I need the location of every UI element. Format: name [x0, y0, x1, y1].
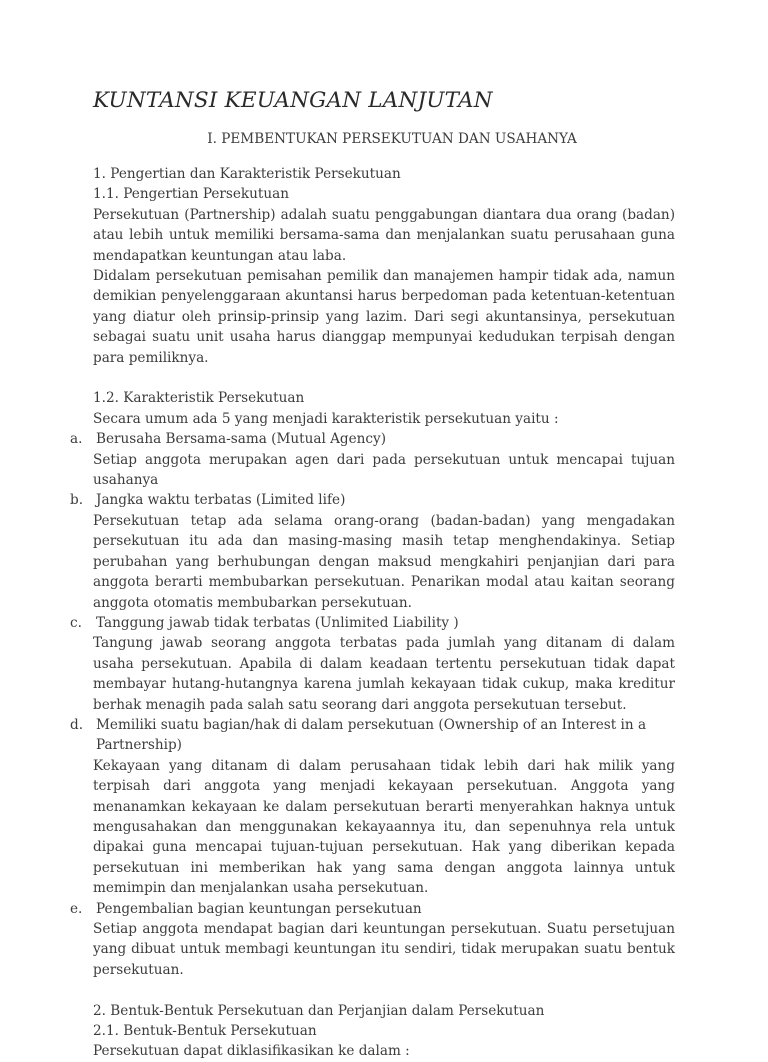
list-item-text: Tangung jawab seorang anggota terbatas pada jumlah yang ditanam di dalam usaha persekutuan. Apabila di dalam keadaan tertentu persekutuan tidak dapat membayar hutang-hutangnya karena jumlah kekayaan tidak cukup, maka kreditur berhak menagih pada salah satu seorang dari anggota persekutuan tersebut. — [93, 635, 675, 713]
list-item-label: Berusaha Bersama-sama (Mutual Agency) — [96, 431, 387, 448]
list-item — [70, 613, 675, 715]
section2-1-heading: 2.1. Bentuk-Bentuk Persekutuan — [93, 1023, 317, 1040]
list-item-text: Kekayaan yang ditanam di dalam perusahaan tidak lebih dari hak milik yang terpisah dari anggota yang menjadi kekayaan persekutuan. Anggota yang menanamkan kekayaan ke dalam persekutuan berarti menyerahkan haknya untuk mengusahakan dan menggunakan kekayaannya itu, dan sepenuhnya rela untuk dipakai guna mencapai tujuan-tujuan persekutuan. Hak yang diberikan kepada persekutuan ini memberikan hak yang sama dengan anggota lainnya untuk memimpin dan menjalankan usaha persekutuan. — [93, 757, 675, 897]
separation-paragraph: Didalam persekutuan pemisahan pemilik dan manajemen hampir tidak ada, namun demikian penyelenggaraan akuntansi harus berpedoman pada ketentuan-ketentuan yang diatur oleh prinsip-prinsip yang lazim. Dari segi akuntansinya, persekutuan sebagai suatu unit usaha harus dianggap mempunyai kedudukan terpisah dengan para pemiliknya. — [93, 268, 675, 366]
list-item-text: Setiap anggota merupakan agen dari pada persekutuan untuk mencapai tujuan usahanya — [93, 451, 675, 489]
list-marker: d. — [70, 716, 84, 733]
section2-heading: 2. Bentuk-Bentuk Persekutuan dan Perjanjian dalam Persekutuan — [93, 1002, 545, 1019]
spacer — [93, 368, 675, 388]
list-item — [70, 899, 675, 981]
chapter-heading: I. PEMBENTUKAN PERSEKUTUAN DAN USAHANYA — [207, 131, 577, 147]
section1-2-heading: 1.2. Karakteristik Persekutuan — [93, 390, 305, 407]
document-title: KUNTANSI KEUANGAN LANJUTAN — [93, 88, 493, 113]
list-item-label: Memiliki suatu bagian/hak di dalam persekutuan (Ownership of an Interest in a Partnership) — [96, 716, 647, 754]
definition-paragraph: Persekutuan (Partnership) adalah suatu penggabungan diantara dua orang (badan) atau lebih untuk memiliki bersama-sama dan menjalankan suatu perusahaan guna mendapatkan keuntungan atau laba. — [93, 206, 675, 264]
list-item-label: Pengembalian bagian keuntungan persekutuan — [96, 900, 422, 917]
list-marker: e. — [70, 900, 83, 917]
list-marker: c. — [70, 614, 82, 631]
spacer — [93, 980, 675, 1000]
list-marker: b. — [70, 492, 84, 509]
list-item-text: Setiap anggota mendapat bagian dari keuntungan persekutuan. Suatu persetujuan yang dibuat untuk membagi keuntungan itu sendiri, tidak merupakan suatu bentuk persekutuan. — [93, 921, 675, 978]
classification-intro: Persekutuan dapat diklasifikasikan ke dalam : — [93, 1043, 410, 1060]
section1-1-heading: 1.1. Pengertian Persekutuan — [93, 186, 290, 203]
characteristics-intro: Secara umum ada 5 yang menjadi karakteristik persekutuan yaitu : — [93, 410, 559, 427]
list-item — [70, 490, 675, 612]
list-item-label: Tanggung jawab tidak terbatas (Unlimited Liability ) — [96, 614, 459, 631]
list-item — [70, 429, 675, 490]
list-item — [70, 715, 675, 899]
section1-heading: 1. Pengertian dan Karakteristik Persekutuan — [93, 166, 401, 182]
list-item-label: Jangka waktu terbatas (Limited life) — [96, 492, 346, 509]
document-body — [70, 164, 675, 1062]
list-marker: a. — [70, 431, 83, 448]
list-item-text: Persekutuan tetap ada selama orang-orang (badan-badan) yang mengadakan persekutuan itu ada dan masing-masing masih tetap menghendakinya. Setiap perubahan yang berhubungan dengan maksud mengkahiri penjanjian dari para anggota berarti membubarkan persekutuan. Penarikan modal atau kaitan seorang anggota otomatis membubarkan persekutuan. — [93, 512, 675, 611]
